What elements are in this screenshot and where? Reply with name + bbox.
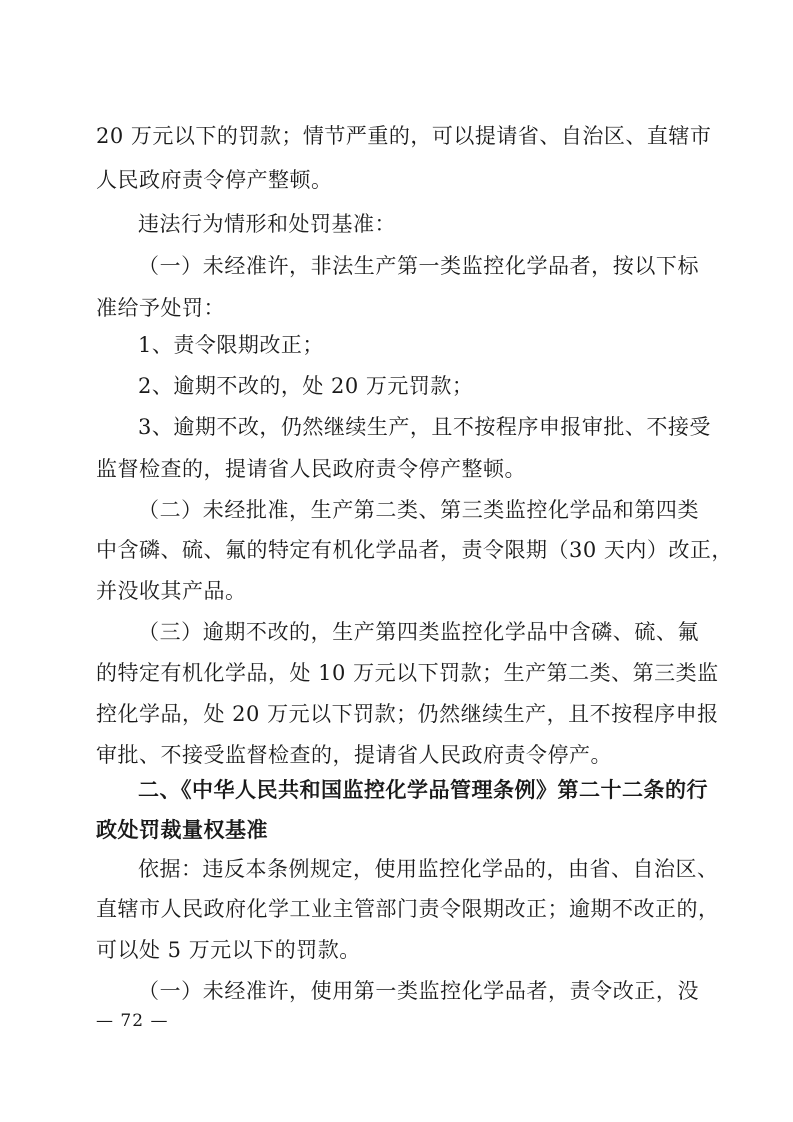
section-heading: 政处罚裁量权基准: [96, 817, 268, 842]
paragraph-line: 20 万元以下的罚款；情节严重的，可以提请省、自治区、直辖市: [96, 124, 712, 148]
paragraph-line: （一）未经准许，使用第一类监控化学品者，责令改正，没: [138, 979, 699, 1003]
paragraph-line: 并没收其产品。: [96, 579, 247, 603]
paragraph-line: 控化学品，处 20 万元以下罚款；仍然继续生产，且不按程序申报: [96, 702, 719, 726]
paragraph-line: 准给予处罚：: [96, 296, 225, 320]
page-number: — 72 —: [96, 1011, 169, 1031]
list-item: 3、逾期不改，仍然继续生产，且不按程序申报审批、不接受: [138, 415, 711, 439]
paragraph-line: 人民政府责令停产整顿。: [96, 168, 333, 192]
paragraph-line: 依据：违反本条例规定，使用监控化学品的，由省、自治区、: [138, 857, 719, 881]
paragraph-line: 直辖市人民政府化学工业主管部门责令限期改正；逾期不改正的，: [96, 897, 720, 921]
paragraph-line: 违法行为情形和处罚基准：: [138, 212, 396, 236]
paragraph-line: 监督检查的，提请省人民政府责令停产整顿。: [96, 457, 526, 481]
paragraph-line: （二）未经批准，生产第二类、第三类监控化学品和第四类: [138, 498, 699, 522]
paragraph-line: 审批、不接受监督检查的，提请省人民政府责令停产。: [96, 743, 612, 767]
paragraph-line: （一）未经准许，非法生产第一类监控化学品者，按以下标: [138, 254, 699, 278]
list-item: 2、逾期不改的，处 20 万元罚款；: [138, 374, 474, 398]
paragraph-line: 可以处 5 万元以下的罚款。: [96, 938, 361, 962]
paragraph-line: （三）逾期不改的，生产第四类监控化学品中含磷、硫、氟: [138, 620, 699, 644]
paragraph-line: 中含磷、硫、氟的特定有机化学品者，责令限期（30 天内）改正，: [96, 538, 733, 562]
list-item: 1、责令限期改正；: [138, 333, 324, 357]
section-heading: 二、《中华人民共和国监控化学品管理条例》第二十二条的行: [138, 777, 708, 802]
paragraph-line: 的特定有机化学品，处 10 万元以下罚款；生产第二类、第三类监: [96, 661, 719, 685]
